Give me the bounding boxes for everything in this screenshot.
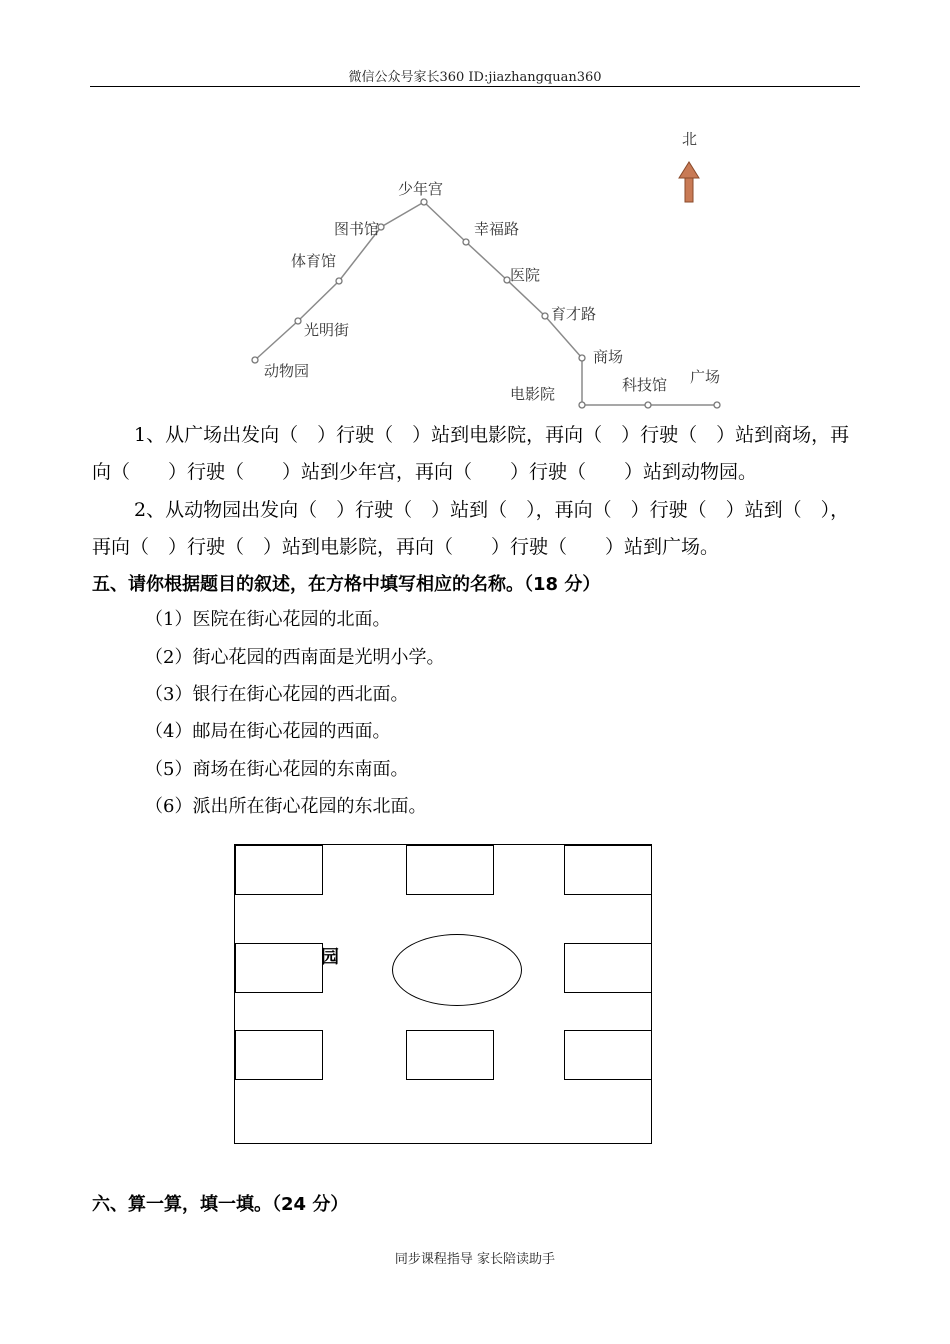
label-tiyuguan: 体育馆 <box>291 252 337 270</box>
section-6-title: 六、算一算，填一填。（24 分） <box>92 1194 349 1215</box>
stop-yucailu <box>542 313 548 319</box>
label-shangchang: 商场 <box>593 348 624 366</box>
section-5-title: 五、请你根据题目的叙述，在方格中填写相应的名称。（18 分） <box>92 574 601 595</box>
grid-box-north[interactable] <box>406 845 494 895</box>
grid-box-east[interactable] <box>564 943 652 993</box>
label-xingfulu: 幸福路 <box>474 220 520 238</box>
label-yucailu: 育才路 <box>551 305 597 323</box>
section-5-item-4: （4）邮局在街心花园的西面。 <box>145 721 391 742</box>
stop-shangchang <box>579 355 585 361</box>
page-header: 微信公众号家长360 ID:jiazhangquan360 <box>348 70 602 85</box>
label-shaoniangong: 少年宫 <box>398 180 444 198</box>
section-5-item-6: （6）派出所在街心花园的东北面。 <box>145 796 427 817</box>
question-2-line-1: 2、从动物园出发向（ ）行驶（ ）站到（ ），再向（ ）行驶（ ）站到（ ）， <box>134 499 850 521</box>
bus-route-map <box>240 120 740 420</box>
label-dianyingyuan: 电影院 <box>510 385 556 403</box>
garden-label: 园 <box>321 947 339 968</box>
label-guangmingjie: 光明街 <box>304 321 350 339</box>
grid-box-southeast[interactable] <box>564 1030 652 1080</box>
route-line-east <box>424 202 717 405</box>
section-5-item-3: （3）银行在街心花园的西北面。 <box>145 684 409 705</box>
stop-guangmingjie <box>295 318 301 324</box>
grid-box-south[interactable] <box>406 1030 494 1080</box>
north-label: 北 <box>682 130 698 148</box>
grid-box-northeast[interactable] <box>564 845 652 895</box>
direction-grid <box>234 844 652 1144</box>
section-5-item-5: （5）商场在街心花园的东南面。 <box>145 759 409 780</box>
grid-box-southwest[interactable] <box>235 1030 323 1080</box>
label-tushuguan: 图书馆 <box>334 220 380 238</box>
central-garden-oval <box>392 934 522 1006</box>
grid-box-west[interactable] <box>235 943 323 993</box>
question-1-line-1: 1、从广场出发向（ ）行驶（ ）站到电影院，再向（ ）行驶（ ）站到商场，再 <box>134 424 850 446</box>
section-5-item-2: （2）街心花园的西南面是光明小学。 <box>145 647 445 668</box>
question-2-line-2: 再向（ ）行驶（ ）站到电影院，再向（ ）行驶（ ）站到广场。 <box>92 536 720 558</box>
stop-shaoniangong <box>421 199 427 205</box>
stop-dongwuyuan <box>252 357 258 363</box>
label-dongwuyuan: 动物园 <box>264 362 310 380</box>
label-kejiguan: 科技馆 <box>622 376 668 394</box>
label-yiyuan: 医院 <box>510 266 541 284</box>
grid-box-northwest[interactable] <box>235 845 323 895</box>
question-1-line-2: 向（ ）行驶（ ）站到少年宫，再向（ ）行驶（ ）站到动物园。 <box>92 461 758 483</box>
stop-xingfulu <box>463 239 469 245</box>
north-arrow-icon <box>679 162 699 202</box>
stop-guangchang <box>714 402 720 408</box>
page-footer: 同步课程指导 家长陪读助手 <box>394 1252 556 1267</box>
label-guangchang: 广场 <box>690 368 721 386</box>
header-divider <box>90 86 860 87</box>
stop-tiyuguan <box>336 278 342 284</box>
section-5-item-1: （1）医院在街心花园的北面。 <box>145 609 391 630</box>
stop-dianyingyuan <box>579 402 585 408</box>
stop-kejiguan <box>645 402 651 408</box>
